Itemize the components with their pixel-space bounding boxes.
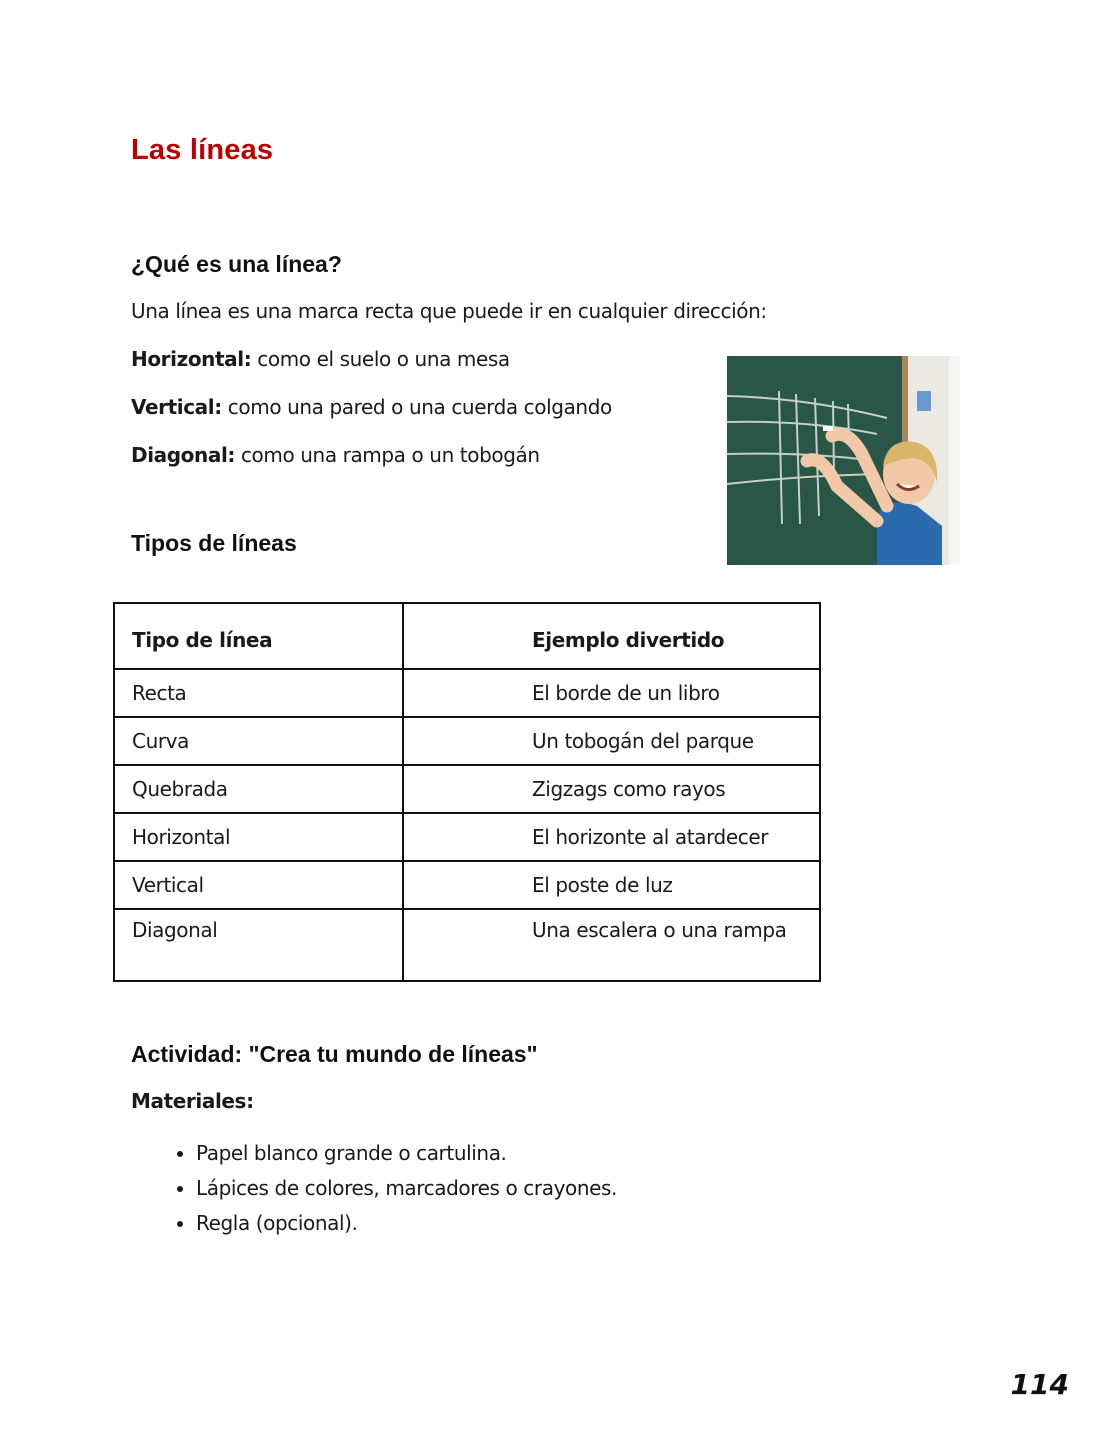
table-cell: El horizonte al atardecer — [403, 813, 820, 861]
section-heading-what-is-line: ¿Qué es una línea? — [131, 251, 342, 277]
table-header-cell: Ejemplo divertido — [403, 603, 820, 669]
table-cell: Recta — [114, 669, 403, 717]
line-type-label: Vertical: — [131, 395, 222, 419]
table-cell: Horizontal — [114, 813, 403, 861]
line-type-description: como una rampa o un tobogán — [235, 443, 540, 467]
table-row — [114, 861, 820, 909]
section-heading-activity: Actividad: "Crea tu mundo de líneas" — [131, 1041, 538, 1067]
line-types-table — [113, 602, 821, 982]
table-cell: El poste de luz — [403, 861, 820, 909]
materials-list — [131, 1136, 617, 1241]
intro-paragraph: Una línea es una marca recta que puede ir en cualquier dirección: — [131, 299, 767, 323]
table-header-cell: Tipo de línea — [114, 603, 403, 669]
line-type-label: Horizontal: — [131, 347, 252, 371]
line-type-label: Diagonal: — [131, 443, 235, 467]
table-row — [114, 765, 820, 813]
line-type-description: como el suelo o una mesa — [251, 347, 510, 371]
table-cell: Vertical — [114, 861, 403, 909]
section-heading-line-types: Tipos de líneas — [131, 530, 297, 556]
line-type-description: como una pared o una cuerda colgando — [221, 395, 612, 419]
list-item: • Lápices de colores, marcadores o crayones. — [196, 1171, 617, 1206]
photo-illustration — [727, 356, 960, 565]
table-row — [114, 717, 820, 765]
child-drawing-on-chalkboard-photo — [727, 356, 960, 565]
line-type-diagonal — [131, 443, 540, 467]
table-cell: Quebrada — [114, 765, 403, 813]
table-cell: Zigzags como rayos — [403, 765, 820, 813]
table-cell: Un tobogán del parque — [403, 717, 820, 765]
page-title: Las líneas — [131, 134, 274, 166]
line-type-vertical — [131, 395, 612, 419]
table-row — [114, 669, 820, 717]
table-row — [114, 909, 820, 981]
materials-label: Materiales: — [131, 1089, 254, 1113]
table-cell: Curva — [114, 717, 403, 765]
table-cell: El borde de un libro — [403, 669, 820, 717]
list-item: • Papel blanco grande o cartulina. — [196, 1136, 617, 1171]
table-header-row — [114, 603, 820, 669]
table-cell: Diagonal — [114, 909, 403, 981]
table-cell: Una escalera o una rampa — [403, 909, 820, 981]
list-item: • Regla (opcional). — [196, 1206, 617, 1241]
line-type-horizontal — [131, 347, 510, 371]
table-row — [114, 813, 820, 861]
page-number: 114 — [1010, 1368, 1069, 1401]
